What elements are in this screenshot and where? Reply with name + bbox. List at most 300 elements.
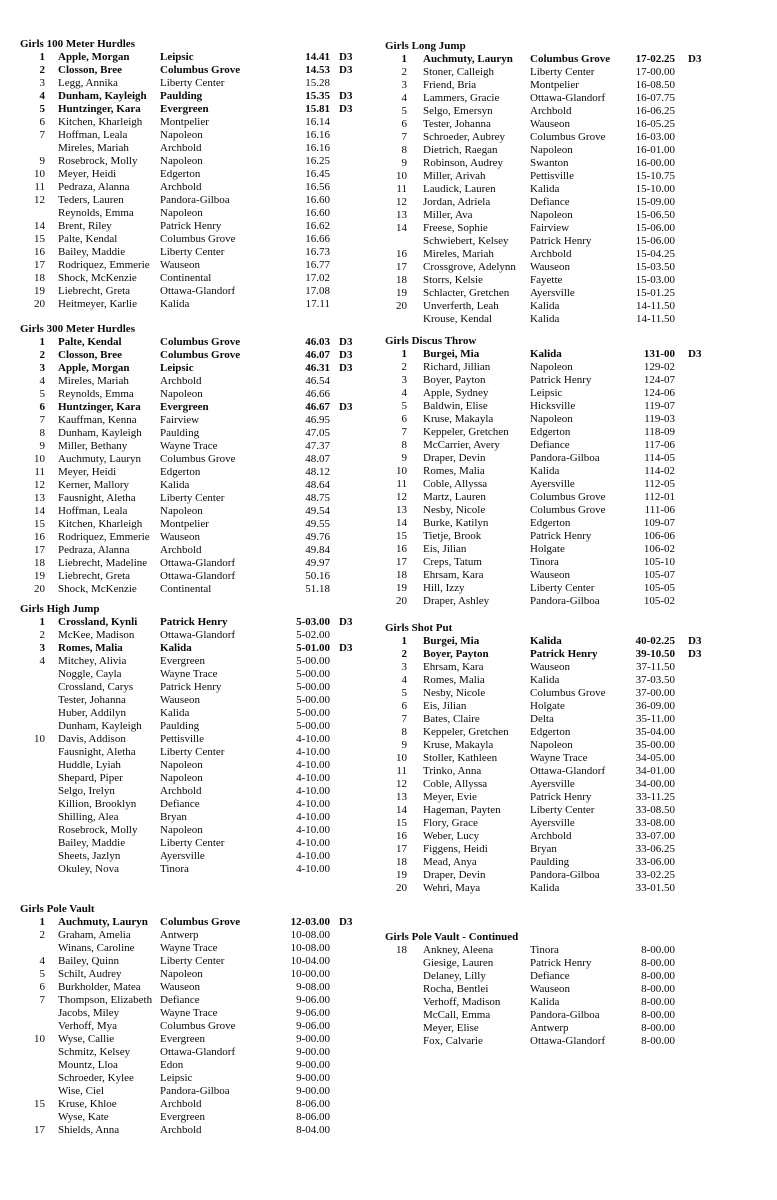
rank-cell: 5 bbox=[39, 103, 45, 115]
result-row bbox=[20, 1046, 361, 1059]
mark-cell: 48.07 bbox=[305, 453, 330, 465]
result-row bbox=[385, 661, 715, 674]
athlete-name: Shepard, Piper bbox=[58, 772, 123, 784]
rank-cell: 19 bbox=[396, 287, 407, 299]
mark-cell: 105-07 bbox=[643, 569, 675, 581]
rank-cell: 2 bbox=[39, 349, 45, 361]
result-row bbox=[20, 798, 361, 811]
team-name: Antwerp bbox=[530, 1022, 569, 1034]
athlete-name: Crossland, Carys bbox=[58, 681, 134, 693]
athlete-name: Closson, Bree bbox=[58, 64, 122, 76]
rank-cell bbox=[20, 1085, 45, 1098]
mark-cell: 17-00.00 bbox=[635, 66, 675, 78]
rank-cell: 8 bbox=[401, 144, 407, 156]
rank-cell: 9 bbox=[401, 739, 407, 751]
rank-cell: 3 bbox=[39, 77, 45, 89]
rank-cell: 10 bbox=[396, 465, 407, 477]
athlete-name: Martz, Lauren bbox=[423, 491, 486, 503]
team-name: Liberty Center bbox=[530, 66, 595, 78]
mark-cell: 9-00.00 bbox=[296, 1085, 330, 1097]
athlete-name: Romes, Malia bbox=[423, 465, 485, 477]
rank-cell: 5 bbox=[401, 400, 407, 412]
rank-cell: 12 bbox=[34, 479, 45, 491]
athlete-name: Miller, Ava bbox=[423, 209, 473, 221]
team-name: Archbold bbox=[530, 105, 572, 117]
mark-cell: 15-10.75 bbox=[635, 170, 675, 182]
rank-cell: 3 bbox=[39, 642, 45, 654]
mark-cell: 15-10.00 bbox=[635, 183, 675, 195]
mark-cell: 112-05 bbox=[644, 478, 675, 490]
division-tag bbox=[675, 105, 715, 118]
athlete-name: Auchmuty, Lauryn bbox=[423, 53, 513, 65]
team-name: Ayersville bbox=[530, 817, 575, 829]
mark-cell: 33-02.25 bbox=[635, 869, 675, 881]
result-row bbox=[20, 1059, 361, 1072]
result-row bbox=[20, 233, 361, 246]
mark-cell: 9-00.00 bbox=[296, 1072, 330, 1084]
division-tag bbox=[330, 655, 361, 668]
team-name: Pettisville bbox=[160, 733, 204, 745]
result-row bbox=[20, 955, 361, 968]
athlete-name: Rosebrock, Molly bbox=[58, 155, 138, 167]
division-tag bbox=[330, 824, 361, 837]
team-name: Liberty Center bbox=[160, 746, 225, 758]
athlete-name: Storrs, Kelsie bbox=[423, 274, 483, 286]
athlete-name: Apple, Morgan bbox=[58, 362, 130, 374]
division-tag bbox=[330, 968, 361, 981]
team-name: Wauseon bbox=[160, 531, 201, 543]
rank-cell: 1 bbox=[401, 348, 407, 360]
rank-cell: 14 bbox=[396, 517, 407, 529]
rank-cell bbox=[20, 142, 45, 155]
team-name: Ottawa-Glandorf bbox=[160, 557, 236, 569]
mark-cell: 15-01.25 bbox=[635, 287, 675, 299]
rank-cell: 7 bbox=[39, 129, 45, 141]
mark-cell: 16.73 bbox=[305, 246, 330, 258]
division-tag bbox=[675, 387, 715, 400]
division-tag bbox=[675, 882, 715, 895]
result-row bbox=[20, 557, 361, 570]
mark-cell: 9-06.00 bbox=[296, 1020, 330, 1032]
mark-cell: 117-06 bbox=[644, 439, 675, 451]
result-row bbox=[20, 375, 361, 388]
team-name: Napoleon bbox=[160, 505, 203, 517]
mark-cell: 4-10.00 bbox=[296, 746, 330, 758]
mark-cell: 16-06.25 bbox=[635, 105, 675, 117]
result-row bbox=[385, 287, 715, 300]
division-tag bbox=[675, 830, 715, 843]
section-title: Girls Shot Put bbox=[385, 622, 453, 634]
division-tag bbox=[675, 452, 715, 465]
division-tag bbox=[675, 543, 715, 556]
mark-cell: 16.62 bbox=[305, 220, 330, 232]
team-name: Columbus Grove bbox=[160, 233, 236, 245]
division-tag: D3 bbox=[688, 648, 702, 660]
athlete-name: Auchmuty, Lauryn bbox=[58, 453, 141, 465]
mark-cell: 33-11.25 bbox=[635, 791, 675, 803]
athlete-name: Bailey, Quinn bbox=[58, 955, 119, 967]
rank-cell: 1 bbox=[39, 916, 45, 928]
rank-cell bbox=[20, 863, 45, 876]
division-tag bbox=[675, 92, 715, 105]
mark-cell: 9-00.00 bbox=[296, 1046, 330, 1058]
result-row bbox=[385, 983, 715, 996]
athlete-name: Kerner, Mallory bbox=[58, 479, 130, 491]
mark-cell: 5-00.00 bbox=[296, 655, 330, 667]
rank-cell: 11 bbox=[396, 478, 407, 490]
mark-cell: 15-06.50 bbox=[635, 209, 675, 221]
result-row bbox=[20, 116, 361, 129]
rank-cell bbox=[20, 811, 45, 824]
division-tag bbox=[675, 491, 715, 504]
athlete-name: Burgei, Mia bbox=[423, 635, 480, 647]
team-name: Edgerton bbox=[160, 168, 201, 180]
team-name: Holgate bbox=[530, 543, 565, 555]
section-title: Girls Pole Vault bbox=[20, 903, 95, 915]
result-row bbox=[20, 194, 361, 207]
athlete-name: Liebrecht, Greta bbox=[58, 285, 131, 297]
athlete-name: McCarrier, Avery bbox=[423, 439, 500, 451]
mark-cell: 46.54 bbox=[305, 375, 330, 387]
division-tag bbox=[330, 233, 361, 246]
team-name: Wayne Trace bbox=[160, 1007, 218, 1019]
mark-cell: 37-11.50 bbox=[635, 661, 675, 673]
mark-cell: 12-03.00 bbox=[290, 916, 330, 928]
result-row bbox=[385, 843, 715, 856]
rank-cell: 17 bbox=[34, 544, 45, 556]
mark-cell: 8-00.00 bbox=[641, 957, 675, 969]
division-tag bbox=[330, 246, 361, 259]
mark-cell: 16-01.00 bbox=[635, 144, 675, 156]
division-tag bbox=[330, 942, 361, 955]
mark-cell: 119-03 bbox=[644, 413, 675, 425]
team-name: Defiance bbox=[160, 798, 200, 810]
result-row bbox=[385, 452, 715, 465]
rank-cell: 18 bbox=[34, 557, 45, 569]
division-tag: D3 bbox=[339, 362, 353, 374]
team-name: Patrick Henry bbox=[160, 616, 228, 628]
result-row bbox=[385, 700, 715, 713]
team-name: Ottawa-Glandorf bbox=[160, 1046, 236, 1058]
result-row bbox=[385, 53, 715, 66]
division-tag bbox=[330, 1007, 361, 1020]
team-name: Kalida bbox=[160, 479, 190, 491]
division-tag: D3 bbox=[339, 401, 353, 413]
team-name: Defiance bbox=[530, 970, 570, 982]
athlete-name: Rocha, Bentlei bbox=[423, 983, 489, 995]
rank-cell: 20 bbox=[34, 298, 45, 310]
athlete-name: Wyse, Kate bbox=[58, 1111, 109, 1123]
result-row bbox=[20, 759, 361, 772]
team-name: Wauseon bbox=[530, 983, 571, 995]
team-name: Kalida bbox=[530, 465, 560, 477]
team-name: Napoleon bbox=[160, 129, 203, 141]
result-row bbox=[385, 804, 715, 817]
athlete-name: Legg, Annika bbox=[58, 77, 118, 89]
rank-cell: 3 bbox=[39, 362, 45, 374]
division-tag bbox=[330, 272, 361, 285]
team-name: Napoleon bbox=[160, 155, 203, 167]
mark-cell: 118-09 bbox=[644, 426, 675, 438]
result-row bbox=[20, 427, 361, 440]
mark-cell: 35-00.00 bbox=[635, 739, 675, 751]
event-section bbox=[385, 40, 715, 326]
mark-cell: 9-06.00 bbox=[296, 994, 330, 1006]
division-tag bbox=[330, 1111, 361, 1124]
team-name: Columbus Grove bbox=[160, 336, 241, 348]
division-tag bbox=[675, 804, 715, 817]
mark-cell: 16-07.75 bbox=[635, 92, 675, 104]
division-tag bbox=[330, 1085, 361, 1098]
athlete-name: Okuley, Nova bbox=[58, 863, 119, 875]
team-name: Wauseon bbox=[530, 118, 571, 130]
mark-cell: 33-07.00 bbox=[635, 830, 675, 842]
team-name: Edon bbox=[160, 1059, 184, 1071]
division-tag bbox=[675, 413, 715, 426]
mark-cell: 14.53 bbox=[305, 64, 330, 76]
athlete-name: Jordan, Adriela bbox=[423, 196, 491, 208]
division-tag bbox=[330, 518, 361, 531]
mark-cell: 10-00.00 bbox=[290, 968, 330, 980]
mark-cell: 33-06.25 bbox=[635, 843, 675, 855]
team-name: Columbus Grove bbox=[530, 504, 606, 516]
division-tag bbox=[675, 374, 715, 387]
result-row bbox=[385, 387, 715, 400]
mark-cell: 17-02.25 bbox=[635, 53, 675, 65]
rank-cell bbox=[20, 707, 45, 720]
athlete-name: Reynolds, Emma bbox=[58, 388, 134, 400]
rank-cell: 6 bbox=[401, 700, 407, 712]
team-name: Swanton bbox=[530, 157, 569, 169]
mark-cell: 10-04.00 bbox=[290, 955, 330, 967]
team-name: Wayne Trace bbox=[160, 668, 218, 680]
division-tag: D3 bbox=[688, 348, 702, 360]
athlete-name: Apple, Morgan bbox=[58, 51, 130, 63]
mark-cell: 4-10.00 bbox=[296, 772, 330, 784]
division-tag bbox=[330, 440, 361, 453]
athlete-name: Dunham, Kayleigh bbox=[58, 427, 142, 439]
athlete-name: Crossland, Kynli bbox=[58, 616, 138, 628]
rank-cell: 19 bbox=[34, 570, 45, 582]
team-name: Edgerton bbox=[530, 517, 571, 529]
athlete-name: Shilling, Alea bbox=[58, 811, 119, 823]
event-section bbox=[20, 603, 361, 876]
athlete-name: Huddle, Lyiah bbox=[58, 759, 121, 771]
rank-cell bbox=[20, 824, 45, 837]
division-tag bbox=[675, 996, 715, 1009]
rank-cell: 1 bbox=[39, 336, 45, 348]
team-name: Wauseon bbox=[530, 261, 571, 273]
result-row bbox=[385, 426, 715, 439]
result-row bbox=[385, 439, 715, 452]
division-tag bbox=[675, 313, 715, 326]
team-name: Napoleon bbox=[530, 413, 573, 425]
team-name: Wauseon bbox=[530, 661, 571, 673]
athlete-name: Mountz, Lloa bbox=[58, 1059, 118, 1071]
team-name: Holgate bbox=[530, 700, 565, 712]
rank-cell: 19 bbox=[34, 285, 45, 297]
rank-cell: 12 bbox=[396, 196, 407, 208]
athlete-name: Meyer, Heidi bbox=[58, 168, 117, 180]
division-tag: D3 bbox=[339, 51, 353, 63]
mark-cell: 8-00.00 bbox=[641, 996, 675, 1008]
rank-cell: 10 bbox=[34, 733, 45, 745]
team-name: Paulding bbox=[160, 90, 203, 102]
rank-cell: 18 bbox=[396, 856, 407, 868]
team-name: Columbus Grove bbox=[160, 453, 236, 465]
mark-cell: 5-00.00 bbox=[296, 668, 330, 680]
result-row bbox=[20, 707, 361, 720]
division-tag bbox=[330, 1059, 361, 1072]
rank-cell: 6 bbox=[39, 981, 45, 993]
division-tag: D3 bbox=[339, 64, 353, 76]
team-name: Bryan bbox=[160, 811, 187, 823]
result-row bbox=[385, 517, 715, 530]
athlete-name: Stoner, Calleigh bbox=[423, 66, 495, 78]
rank-cell: 7 bbox=[39, 994, 45, 1006]
rank-cell bbox=[20, 1111, 45, 1124]
division-tag bbox=[675, 957, 715, 970]
athlete-name: Fausnight, Aletha bbox=[58, 492, 136, 504]
rank-cell: 20 bbox=[396, 300, 407, 312]
team-name: Tinora bbox=[530, 556, 559, 568]
division-tag bbox=[330, 733, 361, 746]
division-tag bbox=[330, 811, 361, 824]
mark-cell: 9-00.00 bbox=[296, 1033, 330, 1045]
result-row bbox=[385, 1009, 715, 1022]
mark-cell: 5-00.00 bbox=[296, 694, 330, 706]
mark-cell: 15-03.00 bbox=[635, 274, 675, 286]
mark-cell: 16-05.25 bbox=[635, 118, 675, 130]
result-row bbox=[385, 504, 715, 517]
section-title: Girls High Jump bbox=[20, 603, 100, 615]
mark-cell: 17.11 bbox=[305, 298, 330, 310]
team-name: Kalida bbox=[530, 996, 560, 1008]
result-row bbox=[385, 209, 715, 222]
mark-cell: 46.67 bbox=[305, 401, 330, 413]
result-row bbox=[385, 739, 715, 752]
division-tag bbox=[675, 439, 715, 452]
division-tag bbox=[675, 248, 715, 261]
athlete-name: Thompson, Elizabeth bbox=[58, 994, 153, 1006]
team-name: Patrick Henry bbox=[530, 235, 592, 247]
rank-cell: 2 bbox=[401, 66, 407, 78]
athlete-name: Mireles, Mariah bbox=[58, 375, 129, 387]
athlete-name: Liebrecht, Greta bbox=[58, 570, 131, 582]
athlete-name: Palte, Kendal bbox=[58, 336, 122, 348]
result-row bbox=[20, 531, 361, 544]
team-name: Napoleon bbox=[160, 388, 203, 400]
mark-cell: 40-02.25 bbox=[635, 635, 675, 647]
athlete-name: Meyer, Evie bbox=[423, 791, 477, 803]
result-row bbox=[20, 850, 361, 863]
mark-cell: 4-10.00 bbox=[296, 759, 330, 771]
rank-cell: 10 bbox=[34, 1033, 45, 1045]
athlete-name: Huber, Addilyn bbox=[58, 707, 126, 719]
rank-cell bbox=[20, 668, 45, 681]
mark-cell: 17.08 bbox=[305, 285, 330, 297]
rank-cell: 6 bbox=[39, 401, 45, 413]
result-row bbox=[385, 248, 715, 261]
rank-cell: 9 bbox=[401, 157, 407, 169]
team-name: Wauseon bbox=[160, 694, 201, 706]
athlete-name: Graham, Amelia bbox=[58, 929, 131, 941]
result-row bbox=[20, 220, 361, 233]
division-tag bbox=[330, 453, 361, 466]
athlete-name: Robinson, Audrey bbox=[423, 157, 504, 169]
athlete-name: Miller, Bethany bbox=[58, 440, 128, 452]
result-row bbox=[20, 1085, 361, 1098]
result-row bbox=[20, 1007, 361, 1020]
division-tag bbox=[675, 713, 715, 726]
division-tag bbox=[330, 285, 361, 298]
result-row bbox=[20, 207, 361, 220]
athlete-name: Bailey, Maddie bbox=[58, 246, 126, 258]
team-name: Edgerton bbox=[530, 726, 571, 738]
result-row bbox=[385, 778, 715, 791]
division-tag bbox=[330, 388, 361, 401]
division-tag bbox=[330, 746, 361, 759]
division-tag bbox=[330, 531, 361, 544]
athlete-name: Closson, Bree bbox=[58, 349, 122, 361]
division-tag bbox=[675, 869, 715, 882]
team-name: Patrick Henry bbox=[530, 648, 598, 660]
mark-cell: 4-10.00 bbox=[296, 863, 330, 875]
rank-cell: 18 bbox=[34, 272, 45, 284]
division-tag bbox=[675, 79, 715, 92]
division-tag bbox=[675, 661, 715, 674]
rank-cell: 10 bbox=[396, 170, 407, 182]
athlete-name: Trinko, Anna bbox=[423, 765, 482, 777]
athlete-name: Fausnight, Aletha bbox=[58, 746, 136, 758]
result-row bbox=[385, 1022, 715, 1035]
rank-cell bbox=[20, 1007, 45, 1020]
result-row bbox=[385, 348, 715, 361]
rank-cell: 11 bbox=[396, 765, 407, 777]
athlete-name: Tester, Johanna bbox=[423, 118, 491, 130]
rank-cell: 6 bbox=[39, 116, 45, 128]
result-row bbox=[20, 811, 361, 824]
athlete-name: Burkholder, Matea bbox=[58, 981, 141, 993]
team-name: Napoleon bbox=[530, 209, 573, 221]
mark-cell: 16.25 bbox=[305, 155, 330, 167]
result-row bbox=[385, 131, 715, 144]
team-name: Pandora-Gilboa bbox=[530, 869, 600, 881]
team-name: Continental bbox=[160, 272, 212, 284]
result-row bbox=[385, 530, 715, 543]
rank-cell bbox=[20, 759, 45, 772]
team-name: Continental bbox=[160, 583, 212, 595]
athlete-name: Liebrecht, Madeline bbox=[58, 557, 148, 569]
team-name: Napoleon bbox=[160, 824, 203, 836]
mark-cell: 50.16 bbox=[305, 570, 330, 582]
division-tag: D3 bbox=[339, 916, 353, 928]
division-tag bbox=[675, 983, 715, 996]
rank-cell: 16 bbox=[396, 830, 407, 842]
athlete-name: Tietje, Brook bbox=[423, 530, 482, 542]
athlete-name: Heitmeyer, Karlie bbox=[58, 298, 137, 310]
result-row bbox=[385, 830, 715, 843]
rank-cell: 4 bbox=[39, 655, 45, 667]
rank-cell: 17 bbox=[396, 261, 407, 273]
result-row bbox=[20, 968, 361, 981]
rank-cell: 13 bbox=[396, 791, 407, 803]
team-name: Edgerton bbox=[530, 426, 571, 438]
division-tag bbox=[330, 1020, 361, 1033]
athlete-name: Kruse, Makayla bbox=[423, 739, 494, 751]
rank-cell: 16 bbox=[34, 531, 45, 543]
result-row bbox=[385, 687, 715, 700]
